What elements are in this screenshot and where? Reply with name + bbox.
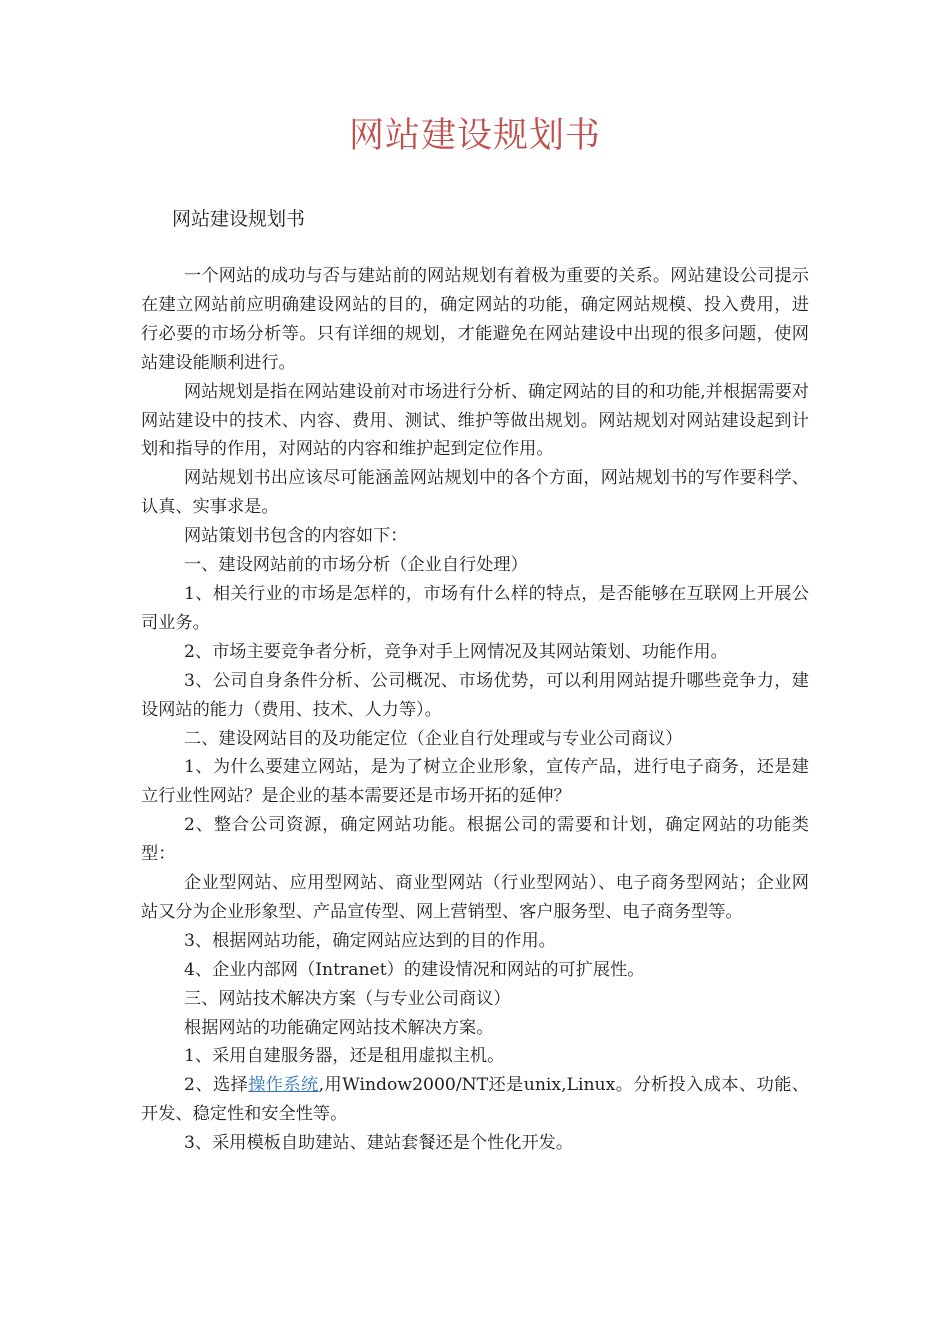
- paragraph: 1、为什么要建立网站，是为了树立企业形象，宣传产品，进行电子商务，还是建立行业性网站？是企业的基本需要还是市场开拓的延伸？: [141, 757, 809, 807]
- paragraph: 3、采用模板自助建站、建站套餐还是个性化开发。: [184, 1133, 574, 1154]
- paragraph: 网站规划书出应该尽可能涵盖网站规划中的各个方面，网站规划书的写作要科学、认真、实事求是。: [141, 468, 809, 518]
- paragraph: 网站策划书包含的内容如下：: [184, 526, 408, 547]
- document-body: [141, 262, 809, 1158]
- section-heading: 一、建设网站前的市场分析（企业自行处理）: [184, 555, 528, 576]
- os-text-before: 2、选择: [184, 1075, 249, 1096]
- paragraph: 一个网站的成功与否与建站前的网站规划有着极为重要的关系。网站建设公司提示在建立网站前应明确建设网站的目的，确定网站的功能，确定网站规模、投入费用，进行必要的市场分析等。只有详细的规划，才能避免在网站建设中出现的很多问题，使网站建设能顺利进行。: [141, 266, 809, 373]
- paragraph: 2、市场主要竞争者分析，竞争对手上网情况及其网站策划、功能作用。: [184, 641, 728, 662]
- section-heading: 三、网站技术解决方案（与专业公司商议）: [184, 988, 511, 1009]
- os-text-after: ,用Window2000/NT还是unix,Linux。分析投入成本、功能、开发、稳定性和安全性等。: [141, 1075, 809, 1125]
- section-heading: 二、建设网站目的及功能定位（企业自行处理或与专业公司商议）: [184, 728, 683, 749]
- paragraph: 企业型网站、应用型网站、商业型网站（行业型网站）、电子商务型网站；企业网站又分为企业形象型、产品宣传型、网上营销型、客户服务型、电子商务型等。: [141, 873, 809, 922]
- paragraph-os: [141, 1071, 809, 1129]
- paragraph: 4、企业内部网（Intranet）的建设情况和网站的可扩展性。: [184, 959, 645, 980]
- paragraph: 3、公司自身条件分析、公司概况、市场优势，可以利用网站提升哪些竞争力，建设网站的能力（费用、技术、人力等）。: [141, 670, 809, 720]
- paragraph: 网站规划是指在网站建设前对市场进行分析、确定网站的目的和功能,并根据需要对网站建设中的技术、内容、费用、测试、维护等做出规划。网站规划对网站建设起到计划和指导的作用，对网站的内容和维护起到定位作用。: [141, 381, 809, 460]
- paragraph: 1、采用自建服务器，还是租用虚拟主机。: [184, 1046, 505, 1067]
- paragraph: 1、相关行业的市场是怎样的，市场有什么样的特点，是否能够在互联网上开展公司业务。: [141, 583, 809, 633]
- os-link[interactable]: 操作系统: [248, 1075, 319, 1096]
- document-title: 网站建设规划书: [348, 116, 601, 156]
- paragraph: 2、整合公司资源，确定网站功能。根据公司的需要和计划，确定网站的功能类型：: [141, 815, 809, 865]
- paragraph: 根据网站的功能确定网站技术解决方案。: [184, 1017, 494, 1038]
- document-subtitle: 网站建设规划书: [172, 208, 306, 230]
- paragraph: 3、根据网站功能，确定网站应达到的目的作用。: [184, 930, 556, 951]
